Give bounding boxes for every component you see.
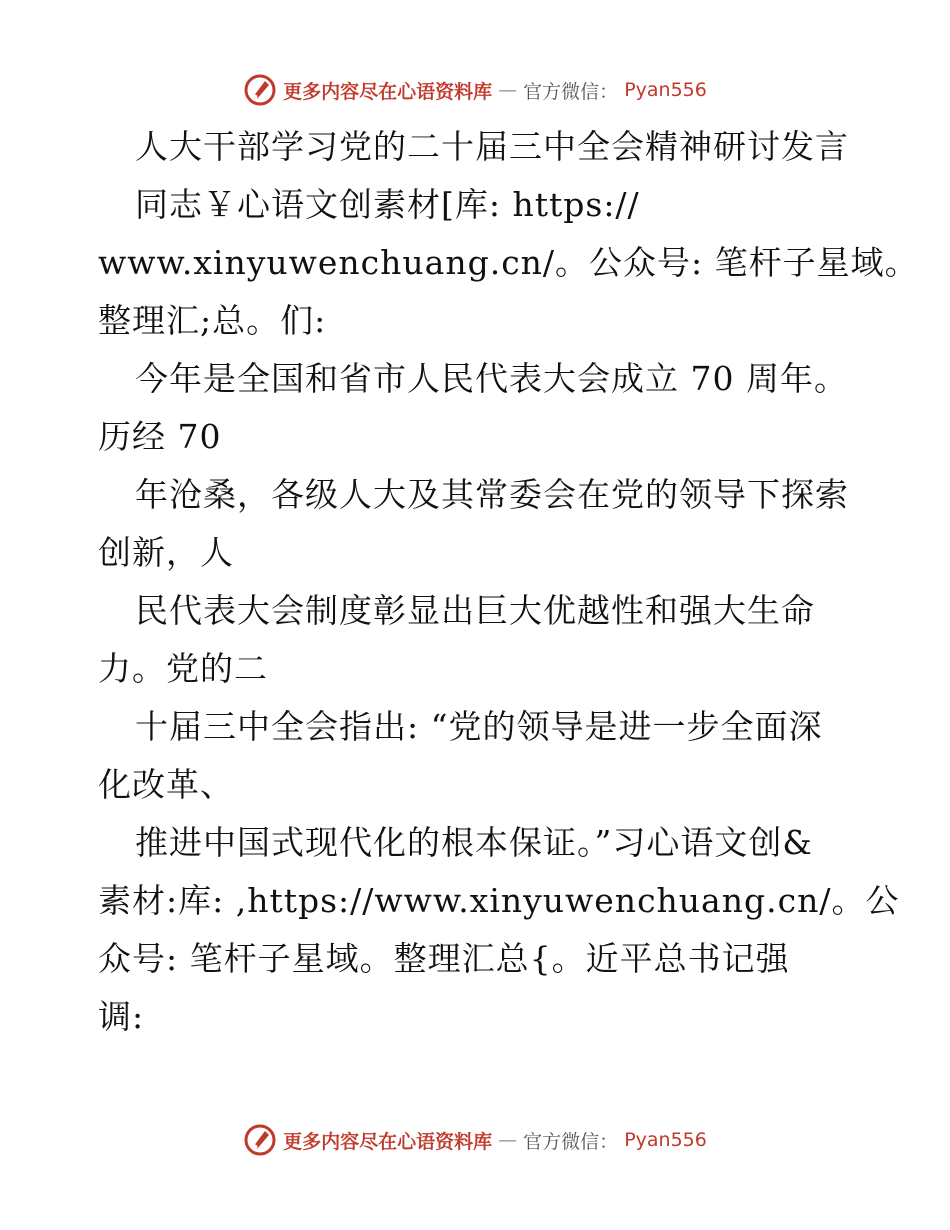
- text-line: 调:: [98, 997, 145, 1036]
- text-line: 整理汇;总。们:: [98, 301, 327, 340]
- text-line: 众号: 笔杆子星域。整理汇总{。近平总书记强: [98, 939, 790, 978]
- footer-wechat-id: Pyan556: [624, 1129, 707, 1151]
- footer-separator: —: [498, 1129, 518, 1151]
- text-line: 十届三中全会指出: “党的领导是进一步全面深: [135, 707, 823, 746]
- text-line: 素材:库: ,https://www.xinyuwenchuang.cn/。公: [98, 881, 900, 920]
- page-header: [0, 70, 950, 110]
- text-line: 化改革、: [98, 765, 234, 804]
- text-line: 历经 70: [98, 417, 222, 456]
- text-line: 年沧桑，各级人大及其常委会在党的领导下探索: [135, 475, 849, 514]
- footer-wechat-label: 官方微信：: [523, 1130, 619, 1153]
- pen-nib-logo-icon: [243, 1123, 277, 1157]
- text-line: 力。党的二: [98, 649, 268, 688]
- text-line: www.xinyuwenchuang.cn/。公众号: 笔杆子星域。: [98, 243, 919, 282]
- footer-brand: [243, 1123, 707, 1157]
- text-line: 同志￥心语文创素材[库: https://: [135, 185, 640, 224]
- page-footer: [0, 1120, 950, 1160]
- text-line: 推进中国式现代化的根本保证。”习心语文创&: [135, 823, 813, 862]
- text-line: 今年是全国和省市人民代表大会成立 70 周年。: [135, 359, 848, 398]
- footer-site-name: 更多内容尽在心语资料库: [283, 1130, 493, 1153]
- header-separator: —: [498, 79, 518, 101]
- header-wechat-label: 官方微信：: [523, 80, 619, 103]
- header-wechat-id: Pyan556: [624, 79, 707, 101]
- document-body: [98, 118, 919, 1046]
- pen-nib-logo-icon: [243, 73, 277, 107]
- text-line: 创新，人: [98, 533, 234, 572]
- text-line: 人大干部学习党的二十届三中全会精神研讨发言: [135, 127, 849, 166]
- text-line: 民代表大会制度彰显出巨大优越性和强大生命: [135, 591, 815, 630]
- header-site-name: 更多内容尽在心语资料库: [283, 80, 493, 103]
- header-brand: [243, 73, 707, 107]
